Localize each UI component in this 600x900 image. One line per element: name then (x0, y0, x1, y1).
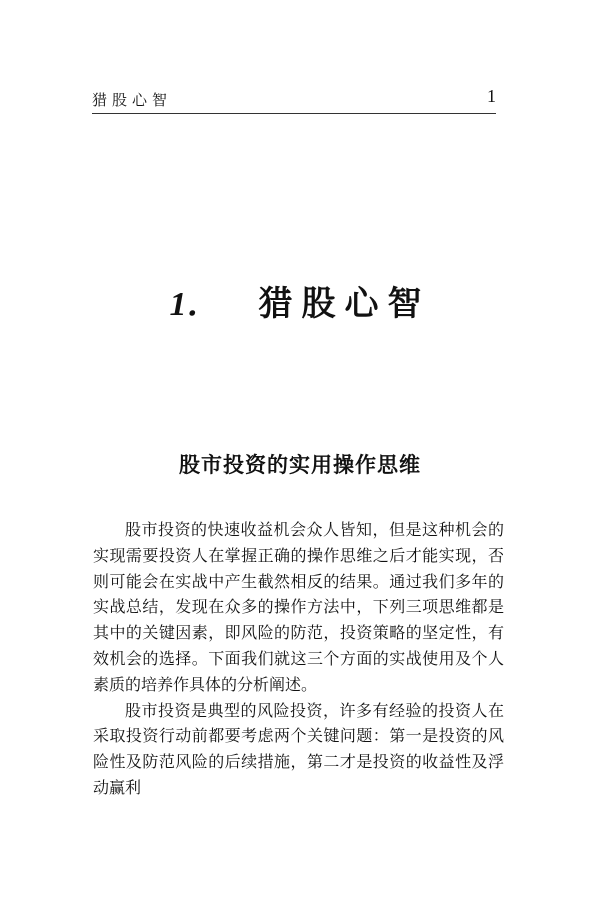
paragraph: 股市投资是典型的风险投资，许多有经验的投资人在采取投资行动前都要考虑两个关键问题：第一是投资的风险性及防范风险的后续措施，第二才是投资的收益性及浮动赢利 (93, 700, 504, 797)
chapter-title: 猎股心智 (258, 284, 431, 324)
page-number: 1 (487, 86, 496, 106)
chapter-heading (0, 276, 600, 325)
header-divider (92, 113, 496, 114)
section-title: 股市投资的实用操作思维 (179, 453, 421, 477)
running-header (92, 86, 496, 113)
paragraph: 股市投资的快速收益机会众人皆知，但是这种机会的实现需要投资人在掌握正确的操作思维之后才能实现，否则可能会在实战中产生截然相反的结果。通过我们多年的实战总结，发现在众多的操作方法中，下列三项思维都是其中的关键因素，即风险的防范，投资策略的坚定性，有效机会的选择。下面我们就这三个方面的实战使用及个人素质的培养作具体的分析阐述。 (93, 520, 504, 694)
body-text (93, 517, 504, 801)
running-title: 猎股心智 (92, 91, 173, 109)
chapter-number: 1． (169, 286, 221, 323)
